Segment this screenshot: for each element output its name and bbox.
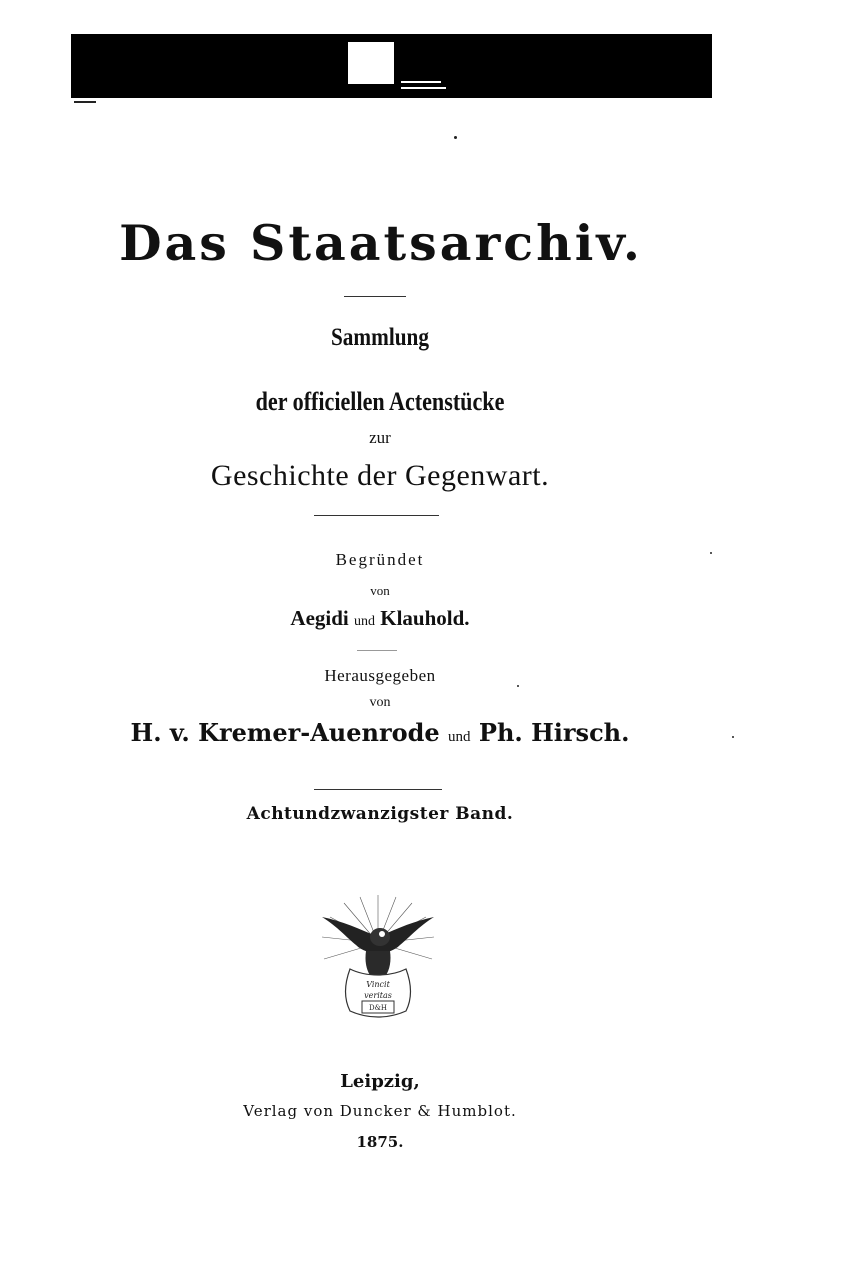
divider <box>314 515 439 516</box>
founders-und: und <box>354 614 376 629</box>
imprint-year: 1875. <box>356 1133 404 1151</box>
emblem-motto-2: veritas <box>364 991 392 1000</box>
editors-von: von <box>369 695 391 710</box>
imprint-place: Leipzig, <box>340 1071 420 1092</box>
imprint-publisher: Verlag von Duncker & Humblot. <box>243 1102 517 1120</box>
editor-second: Ph. Hirsch. <box>478 718 630 747</box>
emblem-initials: D&H <box>369 1004 387 1012</box>
emblem-motto-1: Vincit <box>366 980 390 989</box>
editors <box>0 718 760 747</box>
divider <box>314 789 442 790</box>
subtitle-line3: Geschichte der Gegenwart. <box>210 459 550 492</box>
founder-first: Aegidi <box>290 606 349 630</box>
editors-label: Herausgegeben <box>324 666 436 685</box>
founders <box>0 606 760 631</box>
page-title: Das Staatsarchiv. <box>119 214 643 272</box>
subtitle: Sammlung <box>330 324 430 351</box>
eagle-emblem-icon <box>316 893 440 1029</box>
subtitle-zur: zur <box>369 428 391 447</box>
scan-speck <box>74 101 96 103</box>
founded-von: von <box>370 583 390 598</box>
header-mark <box>401 87 446 89</box>
founder-second: Klauhold. <box>380 606 470 630</box>
editor-first: H. v. Kremer-Auenrode <box>130 718 440 747</box>
scan-speck <box>454 136 457 139</box>
header-mark <box>401 81 441 83</box>
founded-label: Begründet <box>335 550 425 569</box>
volume-label: Achtundzwanzigster Band. <box>246 804 514 824</box>
divider <box>357 650 397 651</box>
divider <box>344 296 406 297</box>
header-notch <box>348 42 394 84</box>
editors-und: und <box>448 729 471 745</box>
subtitle-line2: der officiellen Actenstücke <box>255 387 505 416</box>
header-redaction-bar <box>71 34 712 98</box>
